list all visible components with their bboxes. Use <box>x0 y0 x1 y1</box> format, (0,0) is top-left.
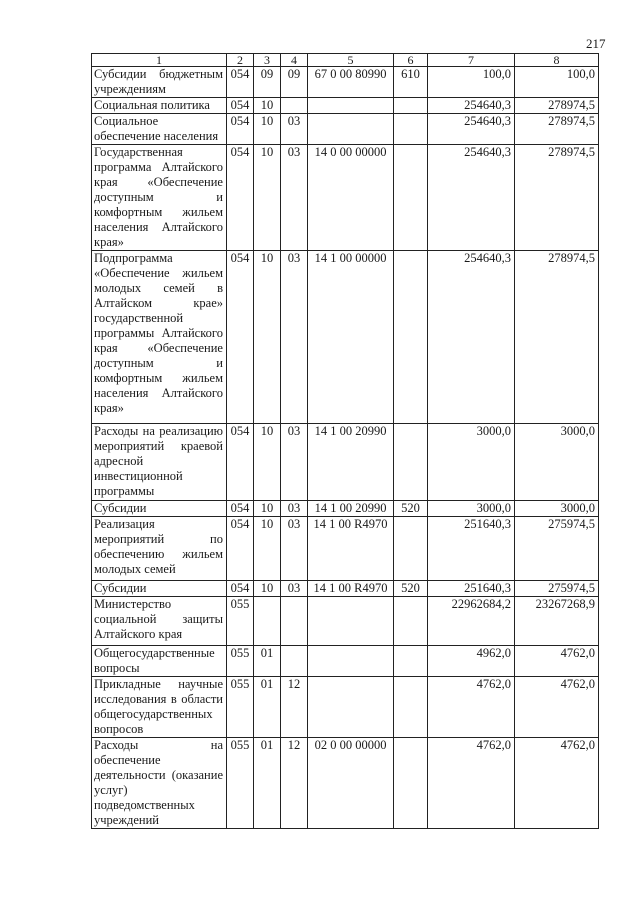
amount-year2-cell: 3000,0 <box>515 501 599 517</box>
amount-year2-cell: 100,0 <box>515 67 599 98</box>
section-code-cell: 09 <box>254 67 281 98</box>
subsection-code-cell: 03 <box>281 145 308 251</box>
amount-year2-cell: 4762,0 <box>515 738 599 829</box>
amount-year2-cell: 278974,5 <box>515 145 599 251</box>
target-article-cell <box>308 98 394 114</box>
expense-type-cell: 610 <box>394 67 428 98</box>
amount-year1-cell: 3000,0 <box>428 424 515 501</box>
section-code-cell: 10 <box>254 98 281 114</box>
row-name-cell: Субсидии <box>92 501 227 517</box>
subsection-code-cell <box>281 98 308 114</box>
amount-year1-cell: 254640,3 <box>428 114 515 145</box>
row-name-cell: Расходы на реализацию мероприятий краевой адресной инвестиционной программы <box>92 424 227 501</box>
column-header-7: 7 <box>428 54 515 67</box>
section-code-cell: 10 <box>254 114 281 145</box>
amount-year2-cell: 23267268,9 <box>515 597 599 646</box>
row-name-cell: Подпрограмма «Обеспечение жильем молодых семей в Алтайском крае» государственной программы Алтайского края «Обеспечение доступным и комфортным жильем населения Алтайского края» <box>92 251 227 424</box>
subsection-code-cell: 09 <box>281 67 308 98</box>
row-name-cell: Субсидии бюджетным учреждениям <box>92 67 227 98</box>
table-row <box>92 581 599 597</box>
column-header-4: 4 <box>281 54 308 67</box>
table-row <box>92 738 599 829</box>
amount-year1-cell: 22962684,2 <box>428 597 515 646</box>
amount-year1-cell: 3000,0 <box>428 501 515 517</box>
table-row <box>92 251 599 424</box>
column-header-6: 6 <box>394 54 428 67</box>
amount-year2-cell: 275974,5 <box>515 581 599 597</box>
expense-type-cell <box>394 677 428 738</box>
row-name-cell: Расходы на обеспечение деятельности (оказание услуг) подведомственных учреждений <box>92 738 227 829</box>
section-code-cell: 10 <box>254 517 281 581</box>
ministry-code-cell: 055 <box>227 646 254 677</box>
target-article-cell: 02 0 00 00000 <box>308 738 394 829</box>
amount-year1-cell: 254640,3 <box>428 145 515 251</box>
ministry-code-cell: 054 <box>227 251 254 424</box>
amount-year2-cell: 4762,0 <box>515 646 599 677</box>
table-header-row <box>92 54 599 67</box>
table-row <box>92 501 599 517</box>
target-article-cell: 14 1 00 R4970 <box>308 517 394 581</box>
row-name-cell: Государственная программа Алтайского края «Обеспечение доступным и комфортным жильем населения Алтайского края» <box>92 145 227 251</box>
ministry-code-cell: 054 <box>227 114 254 145</box>
expense-type-cell <box>394 98 428 114</box>
row-name-cell: Реализация мероприятий по обеспечению жильем молодых семей <box>92 517 227 581</box>
expense-type-cell <box>394 251 428 424</box>
column-header-1: 1 <box>92 54 227 67</box>
expense-type-cell <box>394 646 428 677</box>
expense-type-cell <box>394 145 428 251</box>
row-name-cell: Прикладные научные исследования в области общегосударственных вопросов <box>92 677 227 738</box>
budget-table <box>91 53 599 829</box>
expense-type-cell: 520 <box>394 501 428 517</box>
target-article-cell <box>308 677 394 738</box>
section-code-cell: 10 <box>254 145 281 251</box>
amount-year1-cell: 251640,3 <box>428 517 515 581</box>
ministry-code-cell: 055 <box>227 738 254 829</box>
table-row <box>92 98 599 114</box>
amount-year1-cell: 4962,0 <box>428 646 515 677</box>
amount-year2-cell: 278974,5 <box>515 114 599 145</box>
target-article-cell: 14 1 00 20990 <box>308 501 394 517</box>
row-name-cell: Министерство социальной защиты Алтайского края <box>92 597 227 646</box>
amount-year1-cell: 251640,3 <box>428 581 515 597</box>
expense-type-cell <box>394 517 428 581</box>
ministry-code-cell: 054 <box>227 501 254 517</box>
table-row <box>92 114 599 145</box>
amount-year2-cell: 278974,5 <box>515 98 599 114</box>
table-row <box>92 424 599 501</box>
amount-year2-cell: 4762,0 <box>515 677 599 738</box>
ministry-code-cell: 054 <box>227 424 254 501</box>
target-article-cell: 14 0 00 00000 <box>308 145 394 251</box>
expense-type-cell <box>394 424 428 501</box>
subsection-code-cell: 03 <box>281 517 308 581</box>
subsection-code-cell: 03 <box>281 251 308 424</box>
table-row <box>92 67 599 98</box>
subsection-code-cell <box>281 646 308 677</box>
target-article-cell: 14 1 00 R4970 <box>308 581 394 597</box>
target-article-cell <box>308 646 394 677</box>
ministry-code-cell: 054 <box>227 517 254 581</box>
section-code-cell: 10 <box>254 501 281 517</box>
amount-year2-cell: 275974,5 <box>515 517 599 581</box>
target-article-cell: 14 1 00 20990 <box>308 424 394 501</box>
ministry-code-cell: 054 <box>227 67 254 98</box>
subsection-code-cell: 03 <box>281 424 308 501</box>
target-article-cell <box>308 597 394 646</box>
page-number: 217 <box>586 36 606 51</box>
amount-year1-cell: 254640,3 <box>428 98 515 114</box>
target-article-cell <box>308 114 394 145</box>
section-code-cell: 10 <box>254 424 281 501</box>
expense-type-cell <box>394 597 428 646</box>
expense-type-cell <box>394 738 428 829</box>
subsection-code-cell <box>281 597 308 646</box>
section-code-cell: 01 <box>254 738 281 829</box>
subsection-code-cell: 12 <box>281 677 308 738</box>
amount-year2-cell: 278974,5 <box>515 251 599 424</box>
amount-year1-cell: 254640,3 <box>428 251 515 424</box>
column-header-5: 5 <box>308 54 394 67</box>
ministry-code-cell: 055 <box>227 597 254 646</box>
ministry-code-cell: 054 <box>227 145 254 251</box>
table-row <box>92 517 599 581</box>
amount-year2-cell: 3000,0 <box>515 424 599 501</box>
target-article-cell: 67 0 00 80990 <box>308 67 394 98</box>
section-code-cell <box>254 597 281 646</box>
expense-type-cell <box>394 114 428 145</box>
ministry-code-cell: 054 <box>227 98 254 114</box>
table-row <box>92 145 599 251</box>
column-header-8: 8 <box>515 54 599 67</box>
amount-year1-cell: 4762,0 <box>428 677 515 738</box>
row-name-cell: Общегосударственные вопросы <box>92 646 227 677</box>
section-code-cell: 10 <box>254 251 281 424</box>
section-code-cell: 10 <box>254 581 281 597</box>
subsection-code-cell: 03 <box>281 501 308 517</box>
table-row <box>92 597 599 646</box>
column-header-3: 3 <box>254 54 281 67</box>
section-code-cell: 01 <box>254 646 281 677</box>
expense-type-cell: 520 <box>394 581 428 597</box>
subsection-code-cell: 12 <box>281 738 308 829</box>
ministry-code-cell: 055 <box>227 677 254 738</box>
table-row <box>92 646 599 677</box>
row-name-cell: Социальная политика <box>92 98 227 114</box>
section-code-cell: 01 <box>254 677 281 738</box>
table-row <box>92 677 599 738</box>
column-header-2: 2 <box>227 54 254 67</box>
subsection-code-cell: 03 <box>281 581 308 597</box>
subsection-code-cell: 03 <box>281 114 308 145</box>
ministry-code-cell: 054 <box>227 581 254 597</box>
target-article-cell: 14 1 00 00000 <box>308 251 394 424</box>
amount-year1-cell: 100,0 <box>428 67 515 98</box>
row-name-cell: Социальное обеспечение населения <box>92 114 227 145</box>
row-name-cell: Субсидии <box>92 581 227 597</box>
amount-year1-cell: 4762,0 <box>428 738 515 829</box>
